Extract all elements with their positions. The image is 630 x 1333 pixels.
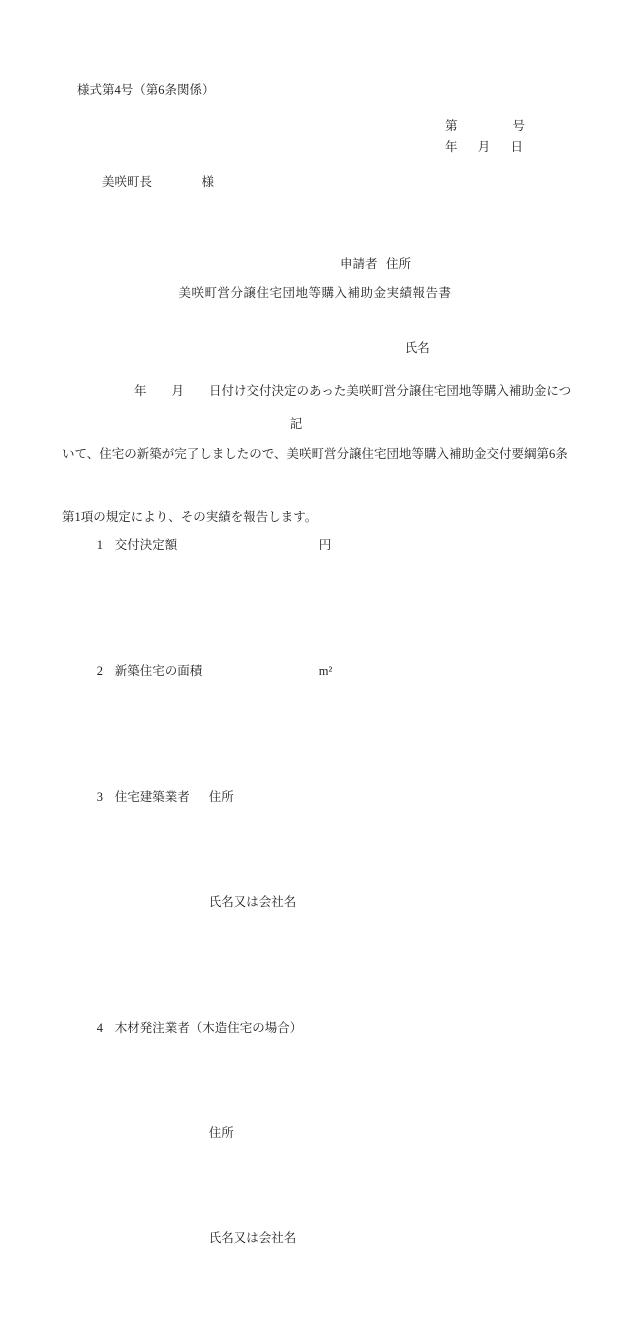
list-item-lumber-supplier (78, 997, 332, 1060)
applicant-address-label: 住所 (386, 257, 412, 271)
list-item-house-area (78, 640, 332, 703)
document-title: 美咲町営分譲住宅団地等購入補助金実績報告書 (178, 286, 452, 300)
date-line (445, 137, 523, 155)
form-number: 様式第4号（第6条関係） (77, 83, 215, 97)
record-heading: 記 (289, 417, 303, 431)
item-label: 新築住宅の面積 (114, 664, 203, 678)
list-item-grant-amount (78, 514, 332, 577)
item-sub-address-label: 住所 (208, 790, 234, 804)
addressee-line (102, 172, 214, 190)
addressee-honorific: 様 (201, 175, 214, 189)
date-month-label: 月 (477, 140, 491, 154)
item-number: 1 (96, 538, 103, 552)
applicant-label: 申請者 (340, 257, 378, 271)
item-label: 交付決定額 (114, 538, 178, 552)
body-line: 第1項の規定により、その実績を報告します。 (62, 510, 318, 524)
item-unit-square-meters: m² (318, 664, 333, 678)
list-item-builder-name (78, 871, 332, 934)
applicant-address-row (340, 254, 430, 275)
date-year-label: 年 (445, 140, 458, 154)
item-number: 3 (96, 790, 103, 804)
list-item-builder (78, 766, 332, 829)
item-number: 4 (96, 1021, 103, 1035)
date-day-label: 日 (510, 140, 523, 154)
item-sub-address-label: 住所 (208, 1126, 234, 1140)
body-line: 年 月 日付け交付決定のあった美咲町営分譲住宅団地等購入補助金につ (134, 384, 572, 398)
item-label: 住宅建築業者 (114, 790, 190, 804)
addressee-name: 美咲町長 (102, 175, 153, 189)
item-label: 木材発注業者（木造住宅の場合） (114, 1021, 303, 1035)
doc-number-prefix: 第 (445, 119, 458, 133)
body-line: いて、住宅の新築が完了しましたので、美咲町営分譲住宅団地等購入補助金交付要綱第6条 (62, 447, 568, 461)
item-number: 2 (96, 664, 103, 678)
item-list (78, 451, 332, 1333)
item-sub-name-label: 氏名又は会社名 (208, 895, 297, 909)
item-unit-yen: 円 (318, 538, 332, 552)
list-item-lumber-name (78, 1207, 332, 1270)
item-sub-name-label: 氏名又は会社名 (208, 1231, 297, 1245)
doc-number-suffix: 号 (512, 119, 525, 133)
applicant-name-label: 氏名 (404, 341, 430, 355)
list-item-lumber-address (78, 1102, 332, 1165)
document-number-line (445, 116, 525, 134)
